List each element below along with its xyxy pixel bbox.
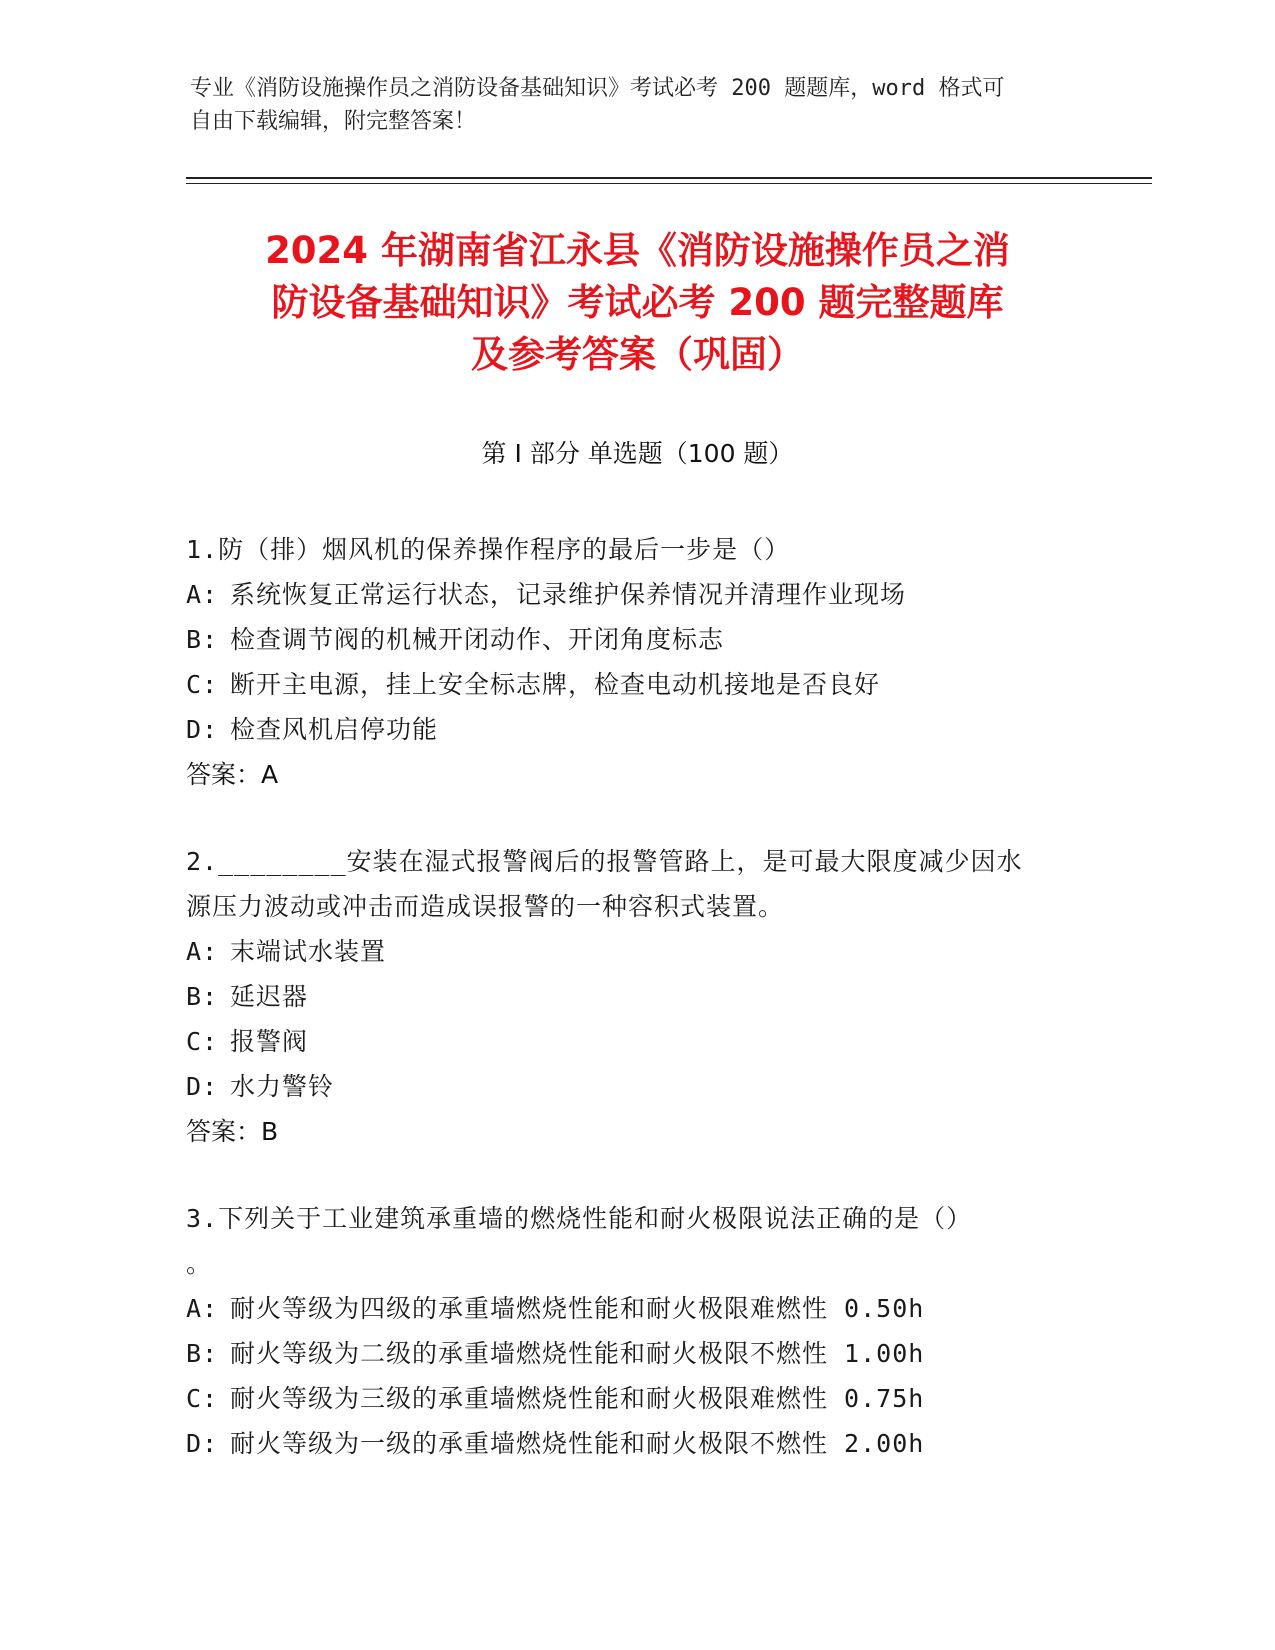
option-d [186,1421,1086,1466]
answer-line: 答案：A [186,760,279,789]
option-text: 耐火等级为四级的承重墙燃烧性能和耐火极限难燃性 0.50h [230,1294,925,1323]
option-key: C: [186,1384,219,1413]
title-line: 2024 年湖南省江永县《消防设施操作员之消 [265,229,1010,272]
option-key: A: [186,580,219,609]
title-line: 防设备基础知识》考试必考 200 题完整题库 [271,281,1004,324]
option-key: B: [186,1339,219,1368]
question-3 [186,1196,1086,1466]
option-key: C: [186,670,219,699]
option-text: 断开主电源，挂上安全标志牌，检查电动机接地是否良好 [230,670,881,699]
option-text: 末端试水装置 [230,937,387,966]
option-text: 检查风机启停功能 [230,715,439,744]
title-line: 及参考答案（巩固） [471,333,804,376]
option-text: 系统恢复正常运行状态，记录维护保养情况并清理作业现场 [230,580,907,609]
question-stem: 1.防（排）烟风机的保养操作程序的最后一步是（） [186,535,791,564]
option-key: B: [186,625,219,654]
option-key: B: [186,982,219,1011]
option-c [186,1376,1086,1421]
option-text: 耐火等级为三级的承重墙燃烧性能和耐火极限难燃性 0.75h [230,1384,925,1413]
option-text: 报警阀 [230,1027,309,1056]
option-text: 检查调节阀的机械开闭动作、开闭角度标志 [230,625,725,654]
header-note-line: 自由下载编辑，附完整答案！ [190,109,477,134]
section-heading: 第 I 部分 单选题（100 题） [481,439,794,468]
option-key: A: [186,937,219,966]
header-divider-thin [186,183,1152,184]
option-text: 延迟器 [230,982,309,1011]
option-text: 水力警铃 [230,1072,335,1101]
document-title [150,225,1125,381]
question-stem: 源压力波动或冲击而造成误报警的一种容积式装置。 [186,892,785,921]
question-1 [186,527,1086,797]
option-a [186,1286,1086,1331]
option-key: D: [186,715,219,744]
header-note [190,72,1070,138]
option-c [186,1019,1086,1064]
option-key: C: [186,1027,219,1056]
option-b [186,1331,1086,1376]
header-divider-thick [186,177,1152,179]
option-key: A: [186,1294,219,1323]
question-list [186,527,1086,1508]
question-2 [186,839,1086,1154]
question-stem: 2.________安装在湿式报警阀后的报警管路上，是可最大限度减少因水 [186,847,1023,876]
option-a [186,572,1086,617]
header-note-line: 专业《消防设施操作员之消防设备基础知识》考试必考 200 题题库，word 格式可 [190,76,1005,101]
question-stem: 。 [186,1249,213,1278]
option-d [186,1064,1086,1109]
option-key: D: [186,1429,219,1458]
option-key: D: [186,1072,219,1101]
option-b [186,974,1086,1019]
option-d [186,707,1086,752]
answer-line: 答案：B [186,1117,279,1146]
option-b [186,617,1086,662]
option-c [186,662,1086,707]
option-a [186,929,1086,974]
question-stem: 3.下列关于工业建筑承重墙的燃烧性能和耐火极限说法正确的是（） [186,1204,973,1233]
option-text: 耐火等级为一级的承重墙燃烧性能和耐火极限不燃性 2.00h [230,1429,925,1458]
option-text: 耐火等级为二级的承重墙燃烧性能和耐火极限不燃性 1.00h [230,1339,925,1368]
